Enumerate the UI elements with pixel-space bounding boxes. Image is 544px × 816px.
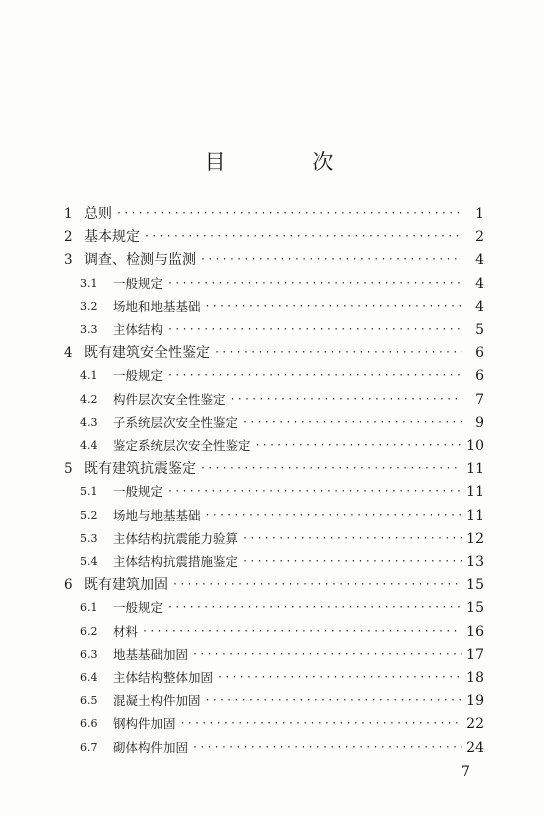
- toc-entry-title: 既有建筑加固: [84, 577, 168, 594]
- toc-entry-page: 18: [466, 670, 484, 686]
- toc-entry[interactable]: [80, 665, 484, 687]
- page-title: 目 次: [204, 150, 374, 174]
- toc-entry-page: 10: [466, 438, 484, 454]
- toc-entry-page: 9: [475, 414, 484, 431]
- toc-entry-title: 砌体构件加固: [113, 739, 189, 755]
- toc-entry-number: 5.1: [80, 485, 98, 499]
- toc-entry-number: 5.3: [80, 531, 98, 545]
- toc-leader-dots: [242, 414, 462, 432]
- toc-leader-dots: [200, 460, 462, 478]
- toc-entry-page: 4: [475, 298, 484, 315]
- toc-entry[interactable]: [64, 340, 484, 362]
- toc-entry[interactable]: [80, 363, 484, 385]
- toc-entry-title: 场地和地基基础: [113, 298, 201, 314]
- toc-entry-page: 7: [475, 391, 484, 408]
- toc-entry-number: 4.4: [80, 439, 98, 452]
- toc-entry-number: 4: [64, 345, 73, 362]
- toc-entry-number: 5.4: [80, 555, 98, 568]
- toc-leader-dots: [116, 205, 462, 223]
- toc-entry-page: 15: [466, 600, 484, 617]
- toc-leader-dots: [217, 669, 462, 687]
- toc-entry[interactable]: [64, 456, 484, 478]
- toc-entry-number: 2: [64, 229, 73, 246]
- toc-entry-title: 主体结构整体加固: [113, 670, 214, 685]
- toc-entry-page: 1: [475, 206, 484, 222]
- toc-entry-page: 4: [475, 252, 484, 269]
- toc-entry[interactable]: [64, 224, 484, 246]
- toc-entry-number: 6: [64, 577, 73, 594]
- toc-entry[interactable]: [80, 735, 484, 757]
- toc-entry-page: 15: [466, 577, 484, 594]
- toc-entry-page: 11: [466, 461, 484, 478]
- toc-leader-dots: [242, 553, 462, 571]
- toc-entry-page: 4: [475, 275, 484, 292]
- toc-entry-title: 既有建筑安全性鉴定: [84, 345, 210, 362]
- toc-entry[interactable]: [80, 642, 484, 664]
- toc-entry-title: 调查、检测与监测: [84, 252, 196, 269]
- toc-entry-title: 主体结构: [113, 322, 164, 337]
- toc-entry-number: 6.3: [80, 647, 98, 661]
- toc-entry-title: 材料: [113, 623, 139, 639]
- toc-entry-title: 总则: [84, 206, 112, 222]
- toc-leader-dots: [144, 228, 462, 246]
- toc-entry-page: 24: [466, 739, 484, 756]
- toc-entry-number: 6.6: [80, 717, 98, 731]
- toc-entry-page: 22: [466, 716, 484, 733]
- toc-entry[interactable]: [80, 503, 484, 525]
- toc-leader-dots: [214, 344, 462, 362]
- toc-entry[interactable]: [80, 549, 484, 571]
- toc-entry[interactable]: [80, 294, 484, 316]
- toc-entry-page: 6: [475, 345, 484, 362]
- toc-entry-title: 一般规定: [113, 275, 164, 291]
- toc-entry-page: 16: [466, 623, 484, 640]
- toc-leader-dots: [172, 576, 462, 594]
- toc-entry[interactable]: [80, 619, 484, 641]
- toc-leader-dots: [205, 298, 462, 316]
- toc-entry-title: 混凝土构件加固: [113, 693, 201, 709]
- toc-leader-dots: [167, 599, 462, 617]
- toc-entry-page: 19: [466, 693, 484, 710]
- toc-entry-title: 一般规定: [113, 484, 164, 500]
- toc-entry[interactable]: [80, 387, 484, 409]
- toc-entry[interactable]: [80, 688, 484, 710]
- toc-entry[interactable]: [80, 711, 484, 733]
- toc-entry-number: 3.2: [80, 299, 98, 313]
- toc-entry-title: 主体结构抗震能力验算: [113, 530, 239, 546]
- toc-entry-title: 一般规定: [113, 368, 164, 384]
- toc-leader-dots: [167, 275, 462, 293]
- toc-entry-title: 场地与地基基础: [113, 507, 201, 523]
- toc-entry[interactable]: [80, 595, 484, 617]
- toc-leader-dots: [192, 739, 462, 757]
- toc-entry-number: 6.7: [80, 740, 98, 754]
- toc-entry-page: 12: [466, 530, 484, 547]
- toc-entry-number: 5: [64, 461, 73, 478]
- toc-leader-dots: [142, 623, 462, 641]
- toc-entry[interactable]: [80, 317, 484, 339]
- toc-entry-page: 2: [475, 229, 484, 246]
- toc-entry-page: 11: [466, 507, 484, 524]
- toc-leader-dots: [255, 437, 462, 455]
- toc-entry-title: 子系统层次安全性鉴定: [113, 414, 239, 430]
- toc-entry-number: 4.1: [80, 369, 98, 383]
- toc-entry[interactable]: [80, 433, 484, 455]
- toc-leader-dots: [230, 391, 462, 409]
- toc-entry[interactable]: [64, 247, 484, 269]
- toc-entry-title: 一般规定: [113, 600, 164, 616]
- toc-leader-dots: [167, 367, 462, 385]
- toc-entry-title: 既有建筑抗震鉴定: [84, 461, 196, 478]
- toc-leader-dots: [205, 692, 462, 710]
- toc-entry-page: 6: [475, 368, 484, 385]
- toc-entry-number: 6.4: [80, 671, 98, 684]
- toc-entry-title: 地基基础加固: [113, 646, 189, 662]
- page-number: 7: [461, 764, 470, 780]
- toc-entry[interactable]: [64, 201, 484, 223]
- toc-entry[interactable]: [80, 410, 484, 432]
- toc-entry-number: 1: [64, 206, 73, 222]
- toc-entry[interactable]: [80, 526, 484, 548]
- toc-leader-dots: [242, 530, 462, 548]
- toc-leader-dots: [192, 646, 462, 664]
- toc-entry-title: 基本规定: [84, 229, 140, 246]
- toc-entry-number: 6.2: [80, 624, 98, 638]
- toc-leader-dots: [200, 251, 462, 269]
- toc-entry-number: 3: [64, 252, 73, 269]
- toc-entry-number: 6.5: [80, 694, 98, 708]
- toc-leader-dots: [167, 483, 462, 501]
- toc-entry-title: 钢构件加固: [113, 716, 176, 732]
- toc-leader-dots: [205, 507, 462, 525]
- toc-leader-dots: [167, 321, 462, 339]
- toc-entry-number: 5.2: [80, 508, 98, 522]
- toc-entry-number: 4.3: [80, 415, 98, 429]
- toc-entry-number: 6.1: [80, 601, 98, 615]
- toc-entry-title: 构件层次安全性鉴定: [113, 391, 226, 407]
- toc-entry-number: 3.1: [80, 276, 98, 290]
- toc-leader-dots: [180, 715, 462, 733]
- toc-entry-title: 鉴定系统层次安全性鉴定: [113, 438, 251, 453]
- toc-entry-page: 5: [475, 322, 484, 338]
- toc-entry[interactable]: [80, 271, 484, 293]
- toc-entry-page: 11: [466, 484, 484, 501]
- toc-entry[interactable]: [80, 479, 484, 501]
- toc-entry-number: 4.2: [80, 392, 98, 406]
- toc-entry-page: 17: [466, 646, 484, 663]
- toc-entry-number: 3.3: [80, 323, 98, 336]
- toc-entry-title: 主体结构抗震措施鉴定: [113, 554, 239, 569]
- toc-entry[interactable]: [64, 572, 484, 594]
- toc-entry-page: 13: [466, 554, 484, 570]
